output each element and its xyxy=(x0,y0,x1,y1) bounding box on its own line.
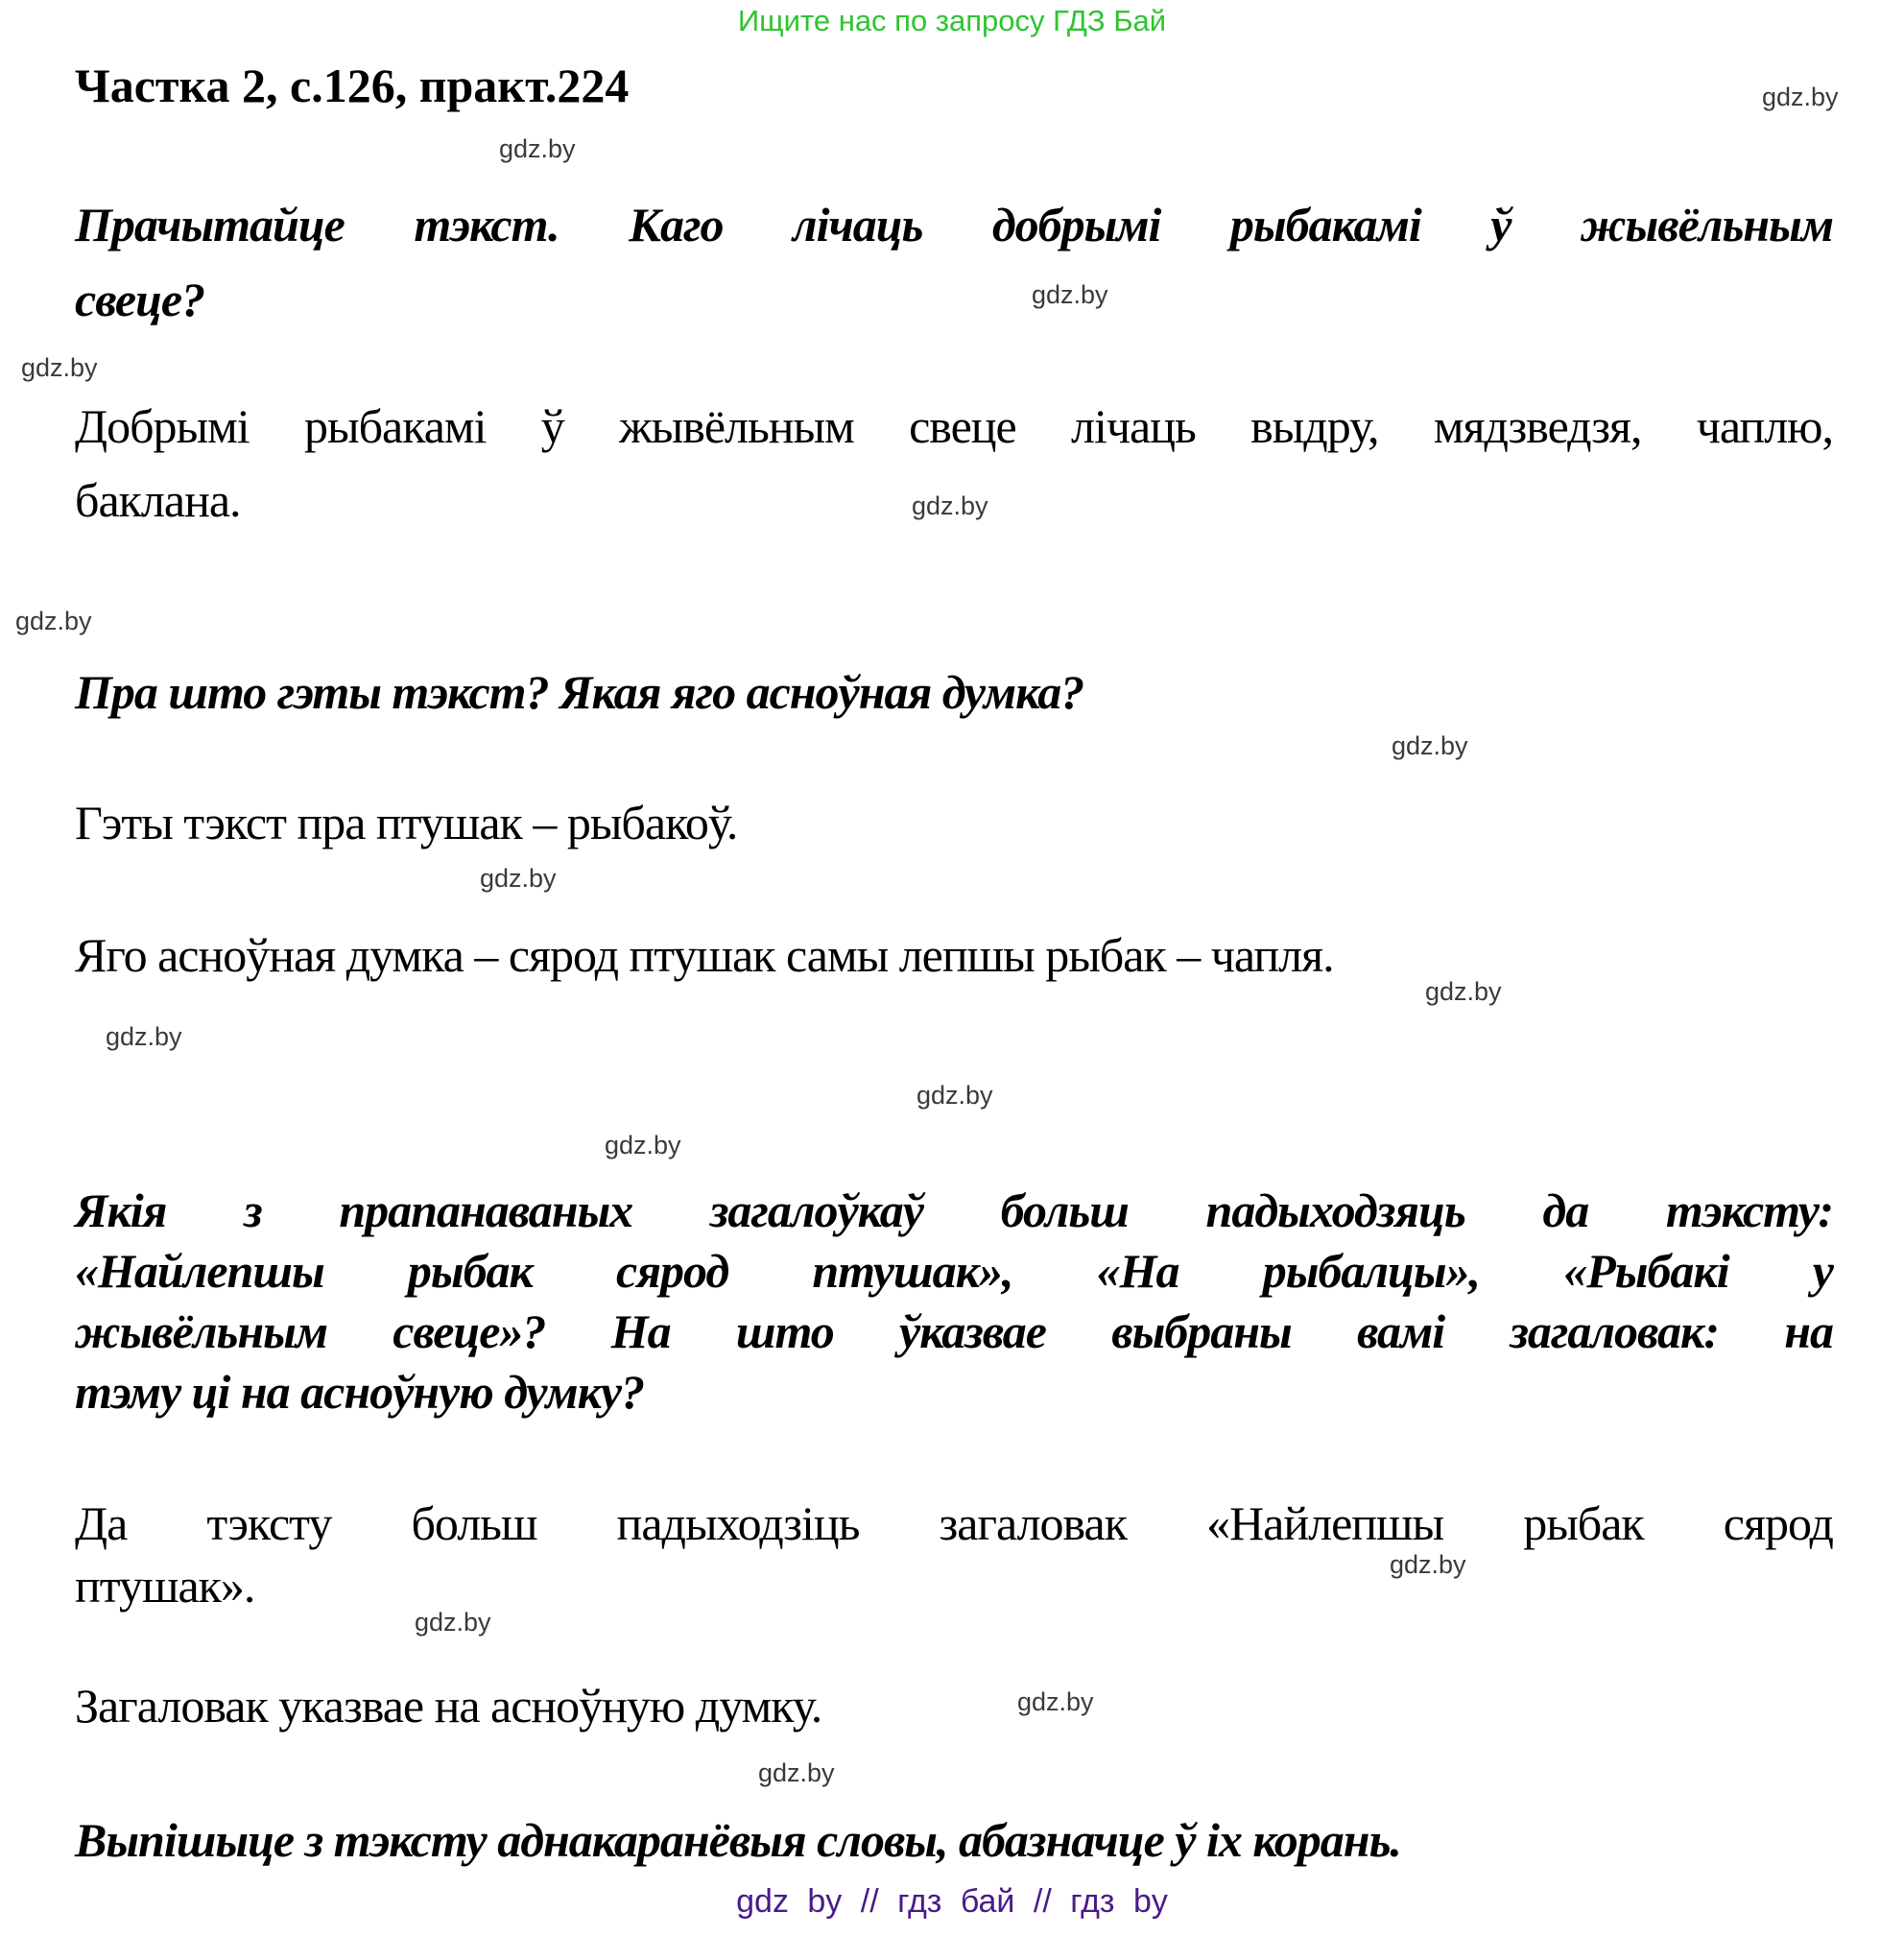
question-3-line-2: «Найлепшы рыбак сярод птушак», «На рыбалцы», «Рыбакі у xyxy=(75,1244,1833,1298)
question-1-line-2: свеце? xyxy=(75,273,205,326)
question-3-line-4: тэму ці на асноўную думку? xyxy=(75,1365,645,1419)
watermark: gdz.by xyxy=(1032,280,1108,309)
watermark: gdz.by xyxy=(758,1758,835,1787)
watermark: gdz.by xyxy=(1425,977,1502,1006)
watermark: gdz.by xyxy=(916,1081,993,1110)
watermark: gdz.by xyxy=(480,864,557,893)
watermark: gdz.by xyxy=(912,491,988,520)
question-3-line-3: жывёльным свеце»? На што ўказвае выбраны вамі загаловак: на xyxy=(75,1304,1833,1358)
answer-2-line-1: Гэты тэкст пра птушак – рыбакоў. xyxy=(75,796,738,849)
question-3-line-1: Якія з прапанаваных загалоўкаў больш падыходзяць да тэксту: xyxy=(75,1183,1833,1237)
answer-4-line-2: птушак». xyxy=(75,1559,255,1613)
answer-5-line-1: Загаловак указвае на асноўную думку. xyxy=(75,1679,822,1733)
promo-banner: Ищите нас по запросу ГДЗ Бай xyxy=(737,4,1167,37)
question-4-line-1: Выпішыце з тэксту аднакаранёвыя словы, абазначце ў іх корань. xyxy=(75,1813,1401,1867)
watermark: gdz.by xyxy=(1390,1550,1466,1579)
watermark: gdz.by xyxy=(1762,83,1839,111)
watermark: gdz.by xyxy=(1392,731,1468,760)
answer-1-line-2: баклана. xyxy=(75,473,241,527)
footer-watermark: gdz by // гдз бай // гдз by xyxy=(736,1883,1168,1920)
answer-4-line-1: Да тэксту больш падыходзіць загаловак «Найлепшы рыбак сярод xyxy=(75,1496,1833,1550)
question-2-line-1: Пра што гэты тэкст? Якая яго асноўная думка? xyxy=(75,665,1084,719)
watermark: gdz.by xyxy=(605,1131,681,1159)
page-title: Частка 2, с.126, практ.224 xyxy=(75,59,630,112)
answer-1-line-1: Добрымі рыбакамі ў жывёльным свеце лічаць выдру, мядзведзя, чаплю, xyxy=(75,399,1833,453)
answer-3-line-1: Яго асноўная думка – сярод птушак самы лепшы рыбак – чапля. xyxy=(75,928,1334,982)
watermark: gdz.by xyxy=(415,1608,491,1637)
watermark: gdz.by xyxy=(106,1022,182,1051)
question-1-line-1: Прачытайце тэкст. Каго лічаць добрымі рыбакамі ў жывёльным xyxy=(75,198,1833,251)
watermark: gdz.by xyxy=(1017,1687,1094,1716)
watermark: gdz.by xyxy=(499,134,576,163)
watermark: gdz.by xyxy=(15,607,92,635)
watermark: gdz.by xyxy=(21,353,98,382)
